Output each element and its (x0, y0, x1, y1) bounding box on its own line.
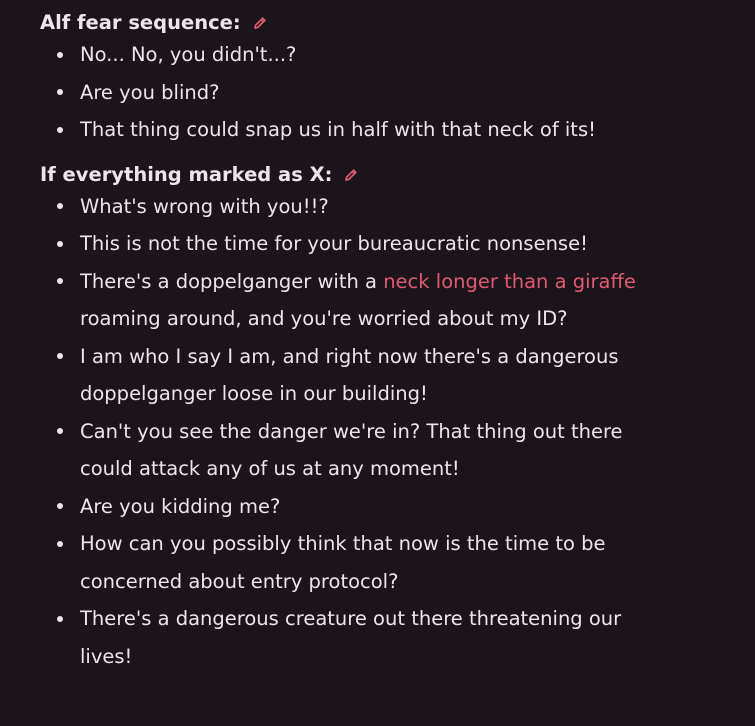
line-text: How can you possibly think that now is the time to be (80, 532, 606, 555)
list-item (40, 413, 755, 488)
list-item (40, 263, 755, 338)
section-marked-as-x (40, 162, 755, 676)
list-item (40, 74, 755, 112)
section-heading (40, 162, 755, 188)
list-item (40, 225, 755, 263)
line-text: There's a doppelganger with a (80, 269, 384, 293)
list-item (40, 111, 755, 149)
list-item (40, 525, 755, 600)
section-heading-text: Alf fear sequence: (40, 11, 241, 34)
pencil-edit-icon[interactable] (252, 15, 268, 31)
line-text-continued: lives! (80, 644, 133, 668)
dialogue-list (40, 36, 755, 149)
list-item (40, 600, 755, 675)
line-text: Are you kidding me? (80, 494, 281, 518)
line-text-continued: could attack any of us at any moment! (80, 457, 460, 480)
line-text: That thing could snap us in half with that neck of its! (80, 118, 596, 141)
line-text: I am who I say I am, and right now there's a dangerous (80, 344, 619, 368)
section-heading (40, 10, 755, 36)
pencil-edit-icon[interactable] (343, 167, 359, 183)
list-item (40, 36, 755, 74)
list-item (40, 488, 755, 526)
line-text: No... No, you didn't...? (80, 43, 297, 66)
list-item (40, 338, 755, 413)
line-text: Are you blind? (80, 80, 220, 104)
dialogue-list (40, 188, 755, 676)
line-text: What's wrong with you!!? (80, 194, 329, 218)
line-text: Can't you see the danger we're in? That thing out there (80, 419, 623, 443)
line-text-continued: concerned about entry protocol? (80, 569, 399, 593)
line-text: This is not the time for your bureaucratic nonsense! (80, 232, 588, 255)
section-heading-text: If everything marked as X: (40, 162, 333, 186)
list-item (40, 188, 755, 226)
line-text-continued: roaming around, and you're worried about my ID? (80, 307, 568, 330)
section-alf-fear-sequence (40, 10, 755, 149)
line-text: There's a dangerous creature out there threatening our (80, 607, 622, 630)
line-text-continued: doppelganger loose in our building! (80, 382, 428, 405)
highlighted-text: neck longer than a giraffe (383, 269, 636, 293)
